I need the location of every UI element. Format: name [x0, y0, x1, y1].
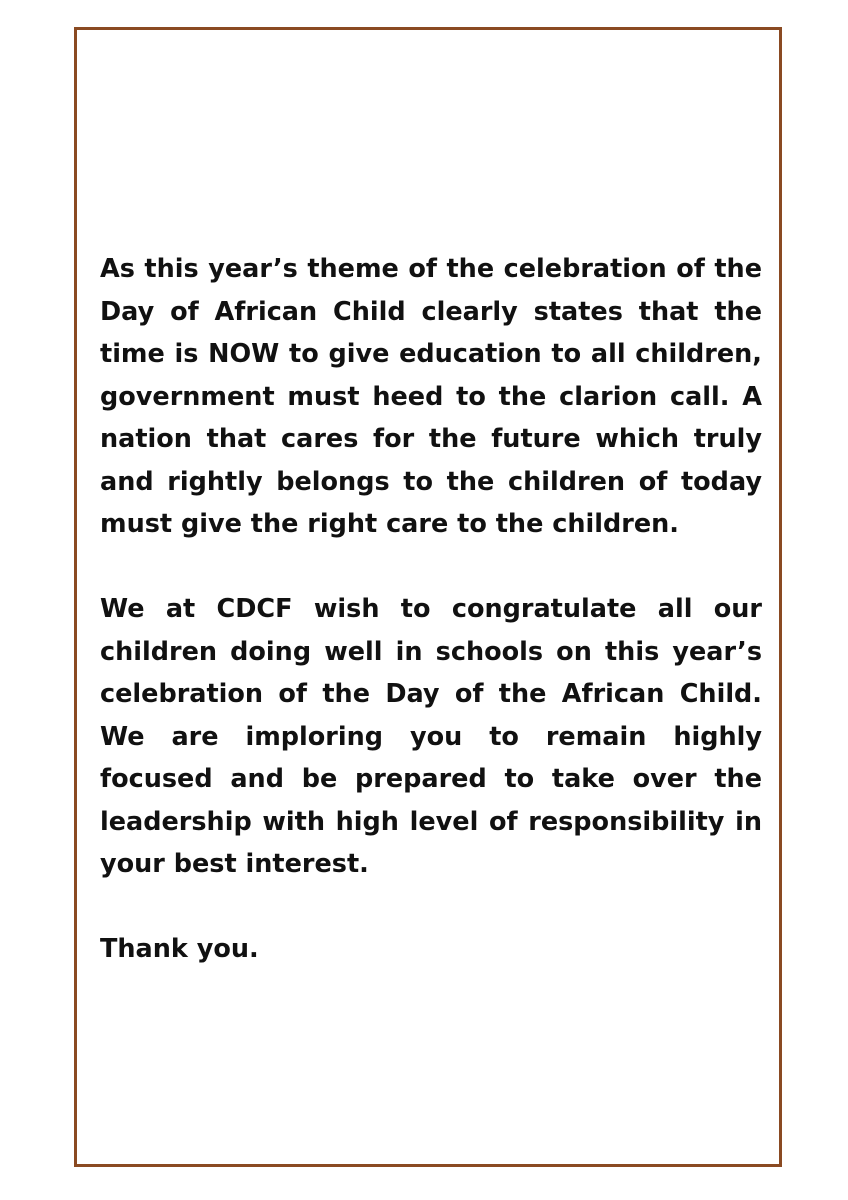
closing-line: Thank you. — [100, 934, 259, 964]
paragraph-theme: As this year’s theme of the celebration of the Day of African Child clearly states that the time is NOW to give education to all children, government must heed to the clarion call. A nation that cares for the future which truly and rightly belongs to the children of today must give the right care to the children. — [100, 254, 762, 539]
paragraph-congratulations: We at CDCF wish to congratulate all our children doing well in schools on this year’s celebration of the Day of the African Child. We are imploring you to remain highly focused and be prepared to take over the leadership with high level of responsibility in your best interest. — [100, 594, 762, 879]
letter-body — [100, 248, 762, 971]
